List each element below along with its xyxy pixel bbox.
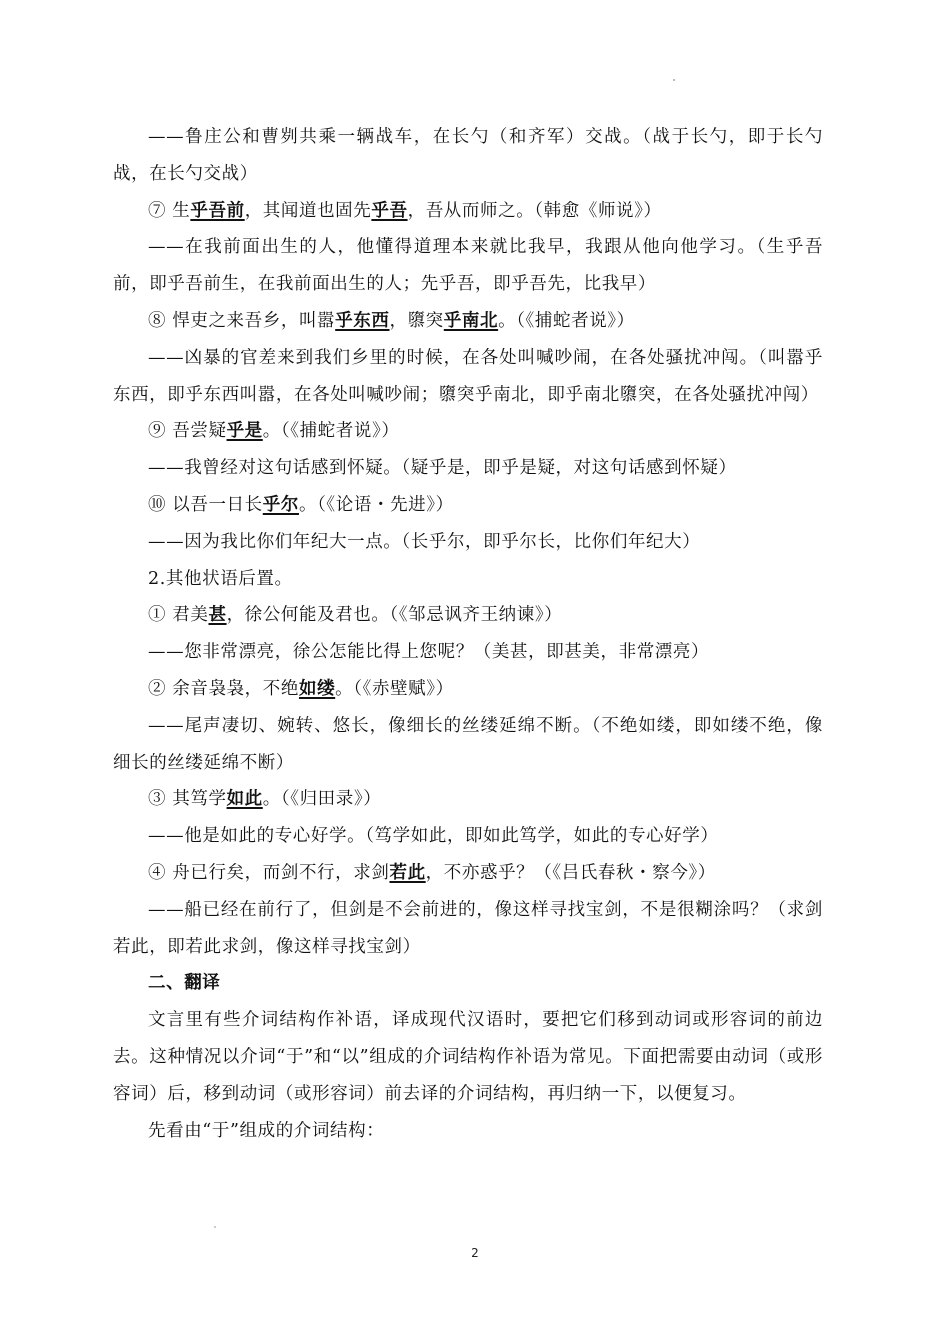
- text-run: 先看由“于”组成的介词结构：: [148, 1120, 385, 1141]
- paragraph: [113, 708, 823, 782]
- text-run: 。（《论语・先进》）: [298, 494, 454, 515]
- paragraph: [113, 855, 823, 892]
- underlined-phrase: 如缕: [298, 678, 336, 699]
- text-run: ——凶暴的官差来到我们乡里的时候，在各处叫喊吵闹，在各处骚扰冲闯。（叫嚣乎东西，即乎东西叫嚣，在各处叫喊吵闹；隳突乎南北，即乎南北隳突，在各处骚扰冲闯）: [113, 347, 823, 405]
- paragraph: [113, 193, 823, 230]
- text-run: ——尾声凄切、婉转、悠长，像细长的丝缕延绵不断。（不绝如缕，即如缕不绝，像细长的丝缕延绵不断）: [113, 715, 823, 773]
- paragraph: [113, 1002, 823, 1112]
- text-run: 。（《归田录》）: [262, 789, 382, 810]
- text-run: ——他是如此的专心好学。（笃学如此，即如此笃学，如此的专心好学）: [148, 826, 719, 847]
- text-run: ④ 舟已行矣，而剑不行，求剑: [148, 862, 390, 883]
- paragraph: [113, 597, 823, 634]
- text-run: ⑧ 悍吏之来吾乡，叫嚣: [148, 310, 336, 331]
- text-run: ，徐公何能及君也。（《邹忌讽齐王纳谏》）: [226, 605, 563, 626]
- text-run: 。（《赤壁赋》）: [335, 678, 454, 699]
- text-run: ① 君美: [148, 605, 209, 626]
- underlined-phrase: 如此: [226, 789, 263, 810]
- page-number: 2: [471, 1246, 479, 1260]
- body-text: [113, 119, 823, 1149]
- text-run: ——我曾经对这句话感到怀疑。（疑乎是，即乎是疑，对这句话感到怀疑）: [148, 458, 737, 479]
- text-run: ——因为我比你们年纪大一点。（长乎尔，即乎尔长，比你们年纪大）: [148, 531, 701, 552]
- section-heading: [113, 965, 823, 1002]
- paragraph: [113, 229, 823, 303]
- speck-mark: [214, 1226, 216, 1228]
- text-run: ⑨ 吾尝疑: [148, 421, 227, 442]
- underlined-phrase: 乎吾: [371, 200, 408, 221]
- underlined-phrase: 乎东西: [335, 310, 390, 331]
- paragraph: [113, 818, 823, 855]
- text-run: ，不亦惑乎？（《吕氏春秋・察今》）: [425, 862, 716, 883]
- text-run: ⑦ 生: [148, 200, 191, 221]
- text-run: ——鲁庄公和曹刿共乘一辆战车，在长勺（和齐军）交战。（战于长勺，即于长勺战，在长勺交战）: [113, 127, 823, 184]
- paragraph: [113, 524, 823, 561]
- text-run: ② 余音袅袅，不绝: [148, 678, 299, 699]
- paragraph: [113, 487, 823, 524]
- paragraph: [113, 303, 823, 340]
- paragraph: [113, 892, 823, 966]
- text-run: 。（《捕蛇者说》）: [262, 421, 400, 442]
- underlined-phrase: 若此: [389, 862, 426, 883]
- paragraph: [113, 119, 823, 193]
- paragraph: [113, 561, 823, 598]
- underlined-phrase: 乎南北: [443, 310, 499, 331]
- paragraph: [113, 634, 823, 671]
- text-run: ⑩ 以吾一日长: [148, 494, 263, 515]
- paragraph: [113, 1113, 823, 1150]
- text-run: ——在我前面出生的人，他懂得道理本来就比我早，我跟从他向他学习。（生乎吾前，即乎吾前生，在我前面出生的人；先乎吾，即乎吾先，比我早）: [113, 237, 823, 295]
- text-run: ，其闻道也固先: [244, 200, 372, 221]
- underlined-phrase: 甚: [208, 605, 227, 626]
- underlined-phrase: 乎尔: [262, 494, 299, 515]
- underlined-phrase: 乎吾前: [190, 200, 245, 221]
- text-run: ——船已经在前行了，但剑是不会前进的，像这样寻找宝剑，不是很糊涂吗？（求剑若此，即若此求剑，像这样寻找宝剑）: [113, 899, 823, 957]
- paragraph: [113, 671, 823, 708]
- paragraph: [113, 450, 823, 487]
- underlined-phrase: 乎是: [226, 421, 263, 442]
- text-run: 二、翻译: [148, 973, 221, 994]
- text-run: 。（《捕蛇者说》）: [498, 310, 635, 331]
- speck-mark: [673, 79, 675, 81]
- text-run: ，吾从而师之。（韩愈《师说》）: [407, 200, 662, 221]
- paragraph: [113, 781, 823, 818]
- paragraph: [113, 340, 823, 414]
- text-run: ③ 其笃学: [148, 789, 227, 810]
- text-run: ，隳突: [389, 310, 444, 331]
- text-run: 文言里有些介词结构作补语，译成现代汉语时，要把它们移到动词或形容词的前边去。这种情况以介词“于”和“以”组成的介词结构作补语为常见。下面把需要由动词（或形容词）后，移到动词（或形容词）前去译的介词结构，再归纳一下，以便复习。: [113, 1010, 823, 1104]
- paragraph: [113, 413, 823, 450]
- text-run: ——您非常漂亮，徐公怎能比得上您呢？（美甚，即甚美，非常漂亮）: [148, 642, 710, 663]
- text-run: 2.其他状语后置。: [148, 568, 293, 589]
